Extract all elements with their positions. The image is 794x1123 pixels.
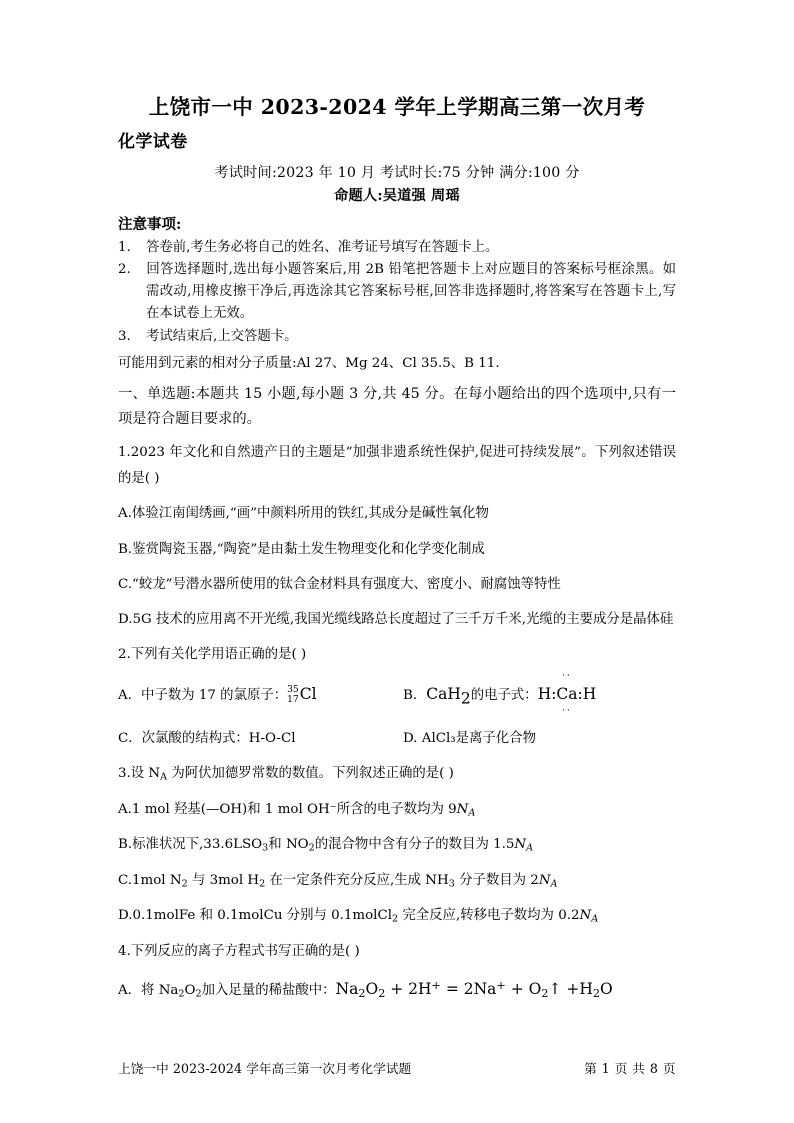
lewis-dots-bottom: ·· <box>562 706 572 717</box>
question-2-option-a <box>118 679 403 714</box>
question-3-option-d: D.0.1molFe 和 0.1molCu 分别与 0.1molCl$_2$ 完全反应,转移电子数均为 $0.2N_A$ <box>118 908 599 925</box>
lewis-text: H:Ca:H <box>537 685 597 704</box>
avogadro-symbol: N <box>514 837 527 853</box>
sub-2: 2 <box>392 913 399 925</box>
sub-2: 2 <box>181 878 188 890</box>
sub-2: 2 <box>178 988 185 1000</box>
mass-number: 35 <box>287 685 299 696</box>
notice-text: 答卷前,考生务必将自己的姓名、准考证号填写在答题卡上。 <box>146 239 499 255</box>
question-3-option-a: A.1 mol 羟基(—OH)和 1 mol OH⁻所含的电子数均为 $9N_A$ <box>118 801 476 819</box>
question-2-option-b-suffix: 的电子式： <box>470 688 538 704</box>
question-3-option-c: C.1mol $N_2$ 与 3mol $H_2$ 在一定条件充分反应,生成 $NH_3$ 分子数目为 $2N_A$ <box>118 872 558 890</box>
notice-text: 回答选择题时,选出每小题答案后,用 2B 铅笔把答题卡上对应题目的答案标号框涂黑。如需改动,用橡皮擦干净后,再选涂其它答案标号框,回答非选择题时,将答案写在答题卡上,写在本试卷上无效。 <box>146 262 676 321</box>
question-2-option-a-text: A．中子数为 17 的氯原子： <box>118 688 288 704</box>
page-subtitle: 化学试卷 <box>118 131 188 152</box>
question-1-option-a: A.体验江南闺绣画,“画”中颜料所用的铁红,其成分是碱性氧化物 <box>118 506 489 522</box>
atomic-number: 17 <box>287 694 299 705</box>
footer-page-number: 第 1 页 共 8 页 <box>584 1061 676 1076</box>
notice-text: 考试结束后,上交答题卡。 <box>146 328 298 344</box>
sub-2: 2 <box>592 987 600 1000</box>
element-symbol: Cl <box>299 685 317 704</box>
subscript-a: A <box>160 772 168 784</box>
sup-plus: + <box>496 978 506 992</box>
page-footer <box>118 1058 676 1077</box>
question-2-option-c: C．次氯酸的结构式：H-O-Cl <box>118 730 296 746</box>
avogadro-subscript: A <box>550 878 558 890</box>
question-2-stem: 2.下列有关化学用语正确的是( ) <box>118 647 307 663</box>
relative-atomic-mass-note: 可能用到元素的相对分子质量:Al 27、Mg 24、Cl 35.5、B 11. <box>118 356 500 372</box>
notice-item <box>118 237 676 259</box>
question-3-option-b: B.标准状况下$,33.6LSO_3$和 $NO_2$的混合物中含有分子的数目为 $1.5N_A$ <box>118 837 534 854</box>
formula-subscript: 2 <box>460 689 471 708</box>
formula-cah: CaH <box>426 685 461 704</box>
exam-info-line: 考试时间:2023 年 10 月 考试时长:75 分钟 满分:100 分 <box>214 164 580 181</box>
author-line: 命题人:吴道强 周瑶 <box>334 187 460 204</box>
isotope-notation <box>287 686 299 705</box>
section-heading: 一、单选题:本题共 15 小题,每小题 3 分,共 45 分。在每小题给出的四个选项中,只有一项是符合题目要求的。 <box>118 386 676 427</box>
footer-left-text: 上饶一中 2023-2024 学年高三第一次月考化学试题 <box>118 1061 412 1076</box>
avogadro-symbol: N <box>579 908 592 924</box>
question-2-option-b-prefix: B． <box>403 688 427 704</box>
notice-item <box>118 259 676 324</box>
question-4-option-a: A．将 $Na_2O_2$加入足量的稀盐酸中：$Na_2O_2 + 2H^+ = 2Na^+$ + $O_2↑ +H_2O$ <box>118 978 613 1000</box>
avogadro-subscript: A <box>591 913 599 925</box>
sub-3: 3 <box>262 842 269 854</box>
question-1-stem: 1.2023 年文化和自然遗产日的主题是“加强非遗系统性保护,促进可持续发展”。下列叙述错误的是( ) <box>118 445 676 487</box>
question-2-option-d: D. AlCl₃是离子化合物 <box>403 730 536 746</box>
avogadro-subscript: A <box>526 842 534 854</box>
notice-number: 3. <box>118 328 131 344</box>
lewis-structure <box>537 671 597 717</box>
sub-2: 2 <box>308 842 315 854</box>
question-2-options-ab <box>118 671 676 717</box>
question-1-option-d: D.5G 技术的应用离不开光缆,我国光缆线路总长度超过了三千万千米,光缆的主要成分是晶体硅 <box>118 611 674 627</box>
avogadro-symbol: N <box>456 801 469 817</box>
question-2-option-b <box>403 671 597 717</box>
notice-number: 1. <box>118 239 131 255</box>
notice-item <box>118 326 676 348</box>
question-3-stem: 3.设 $N_A$ 为阿伏加德罗常数的数值。下列叙述正确的是( ) <box>118 766 454 784</box>
question-1-option-b: B.鉴赏陶瓷玉器,“陶瓷”是由黏土发生物理变化和化学变化制成 <box>118 541 485 557</box>
notice-number: 2. <box>118 262 131 278</box>
sub-2: 2 <box>541 987 549 1000</box>
question-2-options-cd <box>118 726 676 753</box>
sup-plus: + <box>431 978 441 992</box>
avogadro-symbol: N <box>538 872 551 888</box>
notice-title: 注意事项: <box>118 215 182 233</box>
sub-2: 2 <box>259 878 266 890</box>
avogadro-subscript: A <box>468 807 476 819</box>
sub-2: 2 <box>358 987 366 1000</box>
lewis-dots-top: ·· <box>562 671 572 682</box>
sub-3: 3 <box>448 878 455 890</box>
sub-2: 2 <box>195 988 202 1000</box>
question-4-stem: 4.下列反应的离子方程式书写正确的是( ) <box>118 943 360 959</box>
page-title: 上饶市一中 2023-2024 学年上学期高三第一次月考 <box>148 95 646 119</box>
sub-2: 2 <box>378 987 386 1000</box>
ionic-equation: $Na_2O_2 + 2H^+ = 2Na^+$ + $O_2↑ +H_2O$ <box>335 978 613 1000</box>
question-1-option-c: C.“蛟龙”号潜水器所使用的钛合金材料具有强度大、密度小、耐腐蚀等特性 <box>118 576 561 592</box>
